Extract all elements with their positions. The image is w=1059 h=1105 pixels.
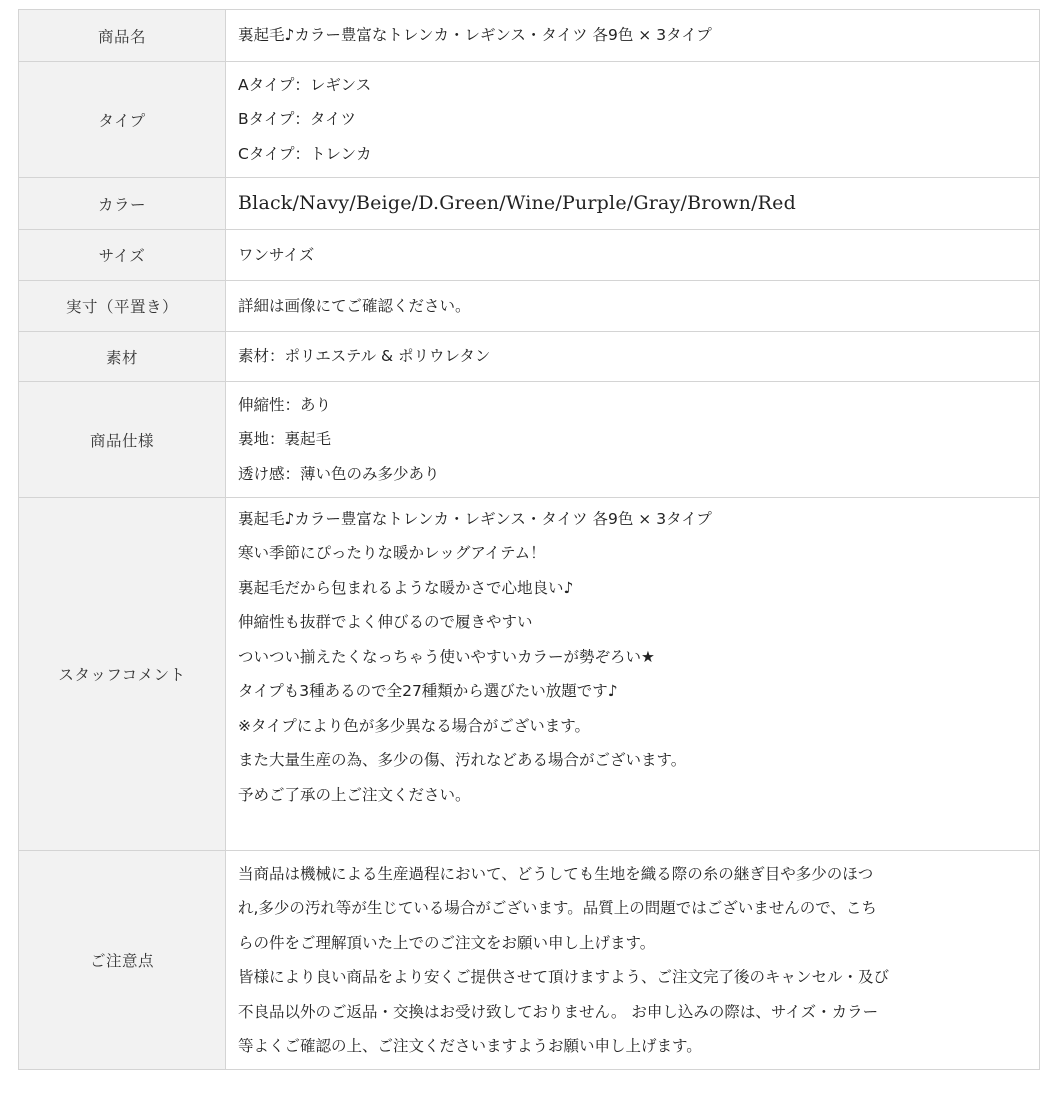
spec-row-material	[19, 332, 1040, 382]
spec-text-line: れ,多少の汚れ等が生じている場合がございます。品質上の問題ではございませんので、こち	[238, 899, 877, 917]
spec-text-line: また大量生産の為、多少の傷、汚れなどある場合がございます。	[238, 751, 687, 770]
spec-value	[226, 281, 1040, 332]
spec-row-dimensions	[19, 281, 1040, 332]
spec-text-line: ついつい揃えたくなっちゃう使いやすいカラーが勢ぞろい★	[238, 647, 655, 666]
spec-text-line: 伸縮性：あり	[238, 395, 332, 414]
spec-label: 素材	[19, 332, 226, 382]
spec-row-product-name	[19, 10, 1040, 62]
spec-text-line: Bタイプ：タイツ	[238, 110, 357, 129]
blank-line	[238, 812, 1033, 846]
spec-value	[226, 62, 1040, 178]
spec-text-line: Aタイプ：レギンス	[238, 75, 372, 94]
spec-text-line: 伸縮性も抜群でよく伸びるので履きやすい	[238, 613, 533, 632]
spec-row-type	[19, 62, 1040, 178]
spec-label: カラー	[19, 178, 226, 230]
spec-value	[226, 230, 1040, 281]
spec-text-line: らの件をご理解頂いた上でのご注文をお願い申し上げます。	[238, 933, 656, 952]
spec-text-line: ※タイプにより色が多少異なる場合がございます。	[238, 716, 590, 735]
spec-text-line: 詳細は画像にてご確認ください。	[238, 296, 471, 315]
spec-label: 商品仕様	[19, 382, 226, 498]
spec-text-line: ワンサイズ	[238, 245, 315, 264]
product-spec-table	[18, 9, 1040, 1070]
spec-text-line: 不良品以外のご返品・交換はお受け致しておりません。 お申し込みの際は、サイズ・カラー	[238, 1002, 879, 1021]
spec-text-line: 予めご了承の上ご注文ください。	[238, 785, 471, 804]
spec-label: ご注意点	[19, 851, 226, 1070]
spec-value	[226, 178, 1040, 230]
spec-row-staff-comment	[19, 498, 1040, 851]
spec-label: サイズ	[19, 230, 226, 281]
spec-row-notes	[19, 851, 1040, 1070]
spec-value	[226, 498, 1040, 851]
spec-text-line: 裏起毛♪カラー豊富なトレンカ・レギンス・タイツ 各9色 × 3タイプ	[238, 509, 712, 528]
spec-value	[226, 332, 1040, 382]
spec-label: スタッフコメント	[19, 498, 226, 851]
spec-text-line: Cタイプ：トレンカ	[238, 144, 372, 163]
spec-text-line: 裏起毛だから包まれるような暖かさで心地良い♪	[238, 578, 574, 597]
spec-text-line: Black/Navy/Beige/D.Green/Wine/Purple/Gray/Brown/Red	[238, 192, 796, 215]
spec-label: 実寸（平置き）	[19, 281, 226, 332]
spec-value	[226, 10, 1040, 62]
spec-text-line: 素材：ポリエステル & ポリウレタン	[238, 347, 491, 366]
spec-text-line: 皆様により良い商品をより安くご提供させて頂けますよう、ご注文完了後のキャンセル・及び	[238, 968, 890, 986]
spec-row-color	[19, 178, 1040, 230]
spec-value	[226, 382, 1040, 498]
spec-text-line: 寒い季節にぴったりな暖かレッグアイテム！	[238, 544, 546, 563]
spec-value	[226, 851, 1040, 1070]
spec-text-line: 裏起毛♪カラー豊富なトレンカ・レギンス・タイツ 各9色 × 3タイプ	[238, 26, 712, 45]
spec-label: 商品名	[19, 10, 226, 62]
spec-text-line: 裏地：裏起毛	[238, 430, 332, 449]
spec-row-size	[19, 230, 1040, 281]
spec-text-line: 当商品は機械による生産過程において、どうしても生地を織る際の糸の継ぎ目や多少のほつ	[238, 864, 874, 883]
spec-row-specifications	[19, 382, 1040, 498]
spec-text-line: タイプも3種あるので全27種類から選びたい放題です♪	[238, 682, 618, 701]
spec-text-line: 等よくご確認の上、ご注文くださいますようお願い申し上げます。	[238, 1037, 702, 1055]
spec-label: タイプ	[19, 62, 226, 178]
spec-text-line: 透け感：薄い色のみ多少あり	[238, 464, 440, 483]
